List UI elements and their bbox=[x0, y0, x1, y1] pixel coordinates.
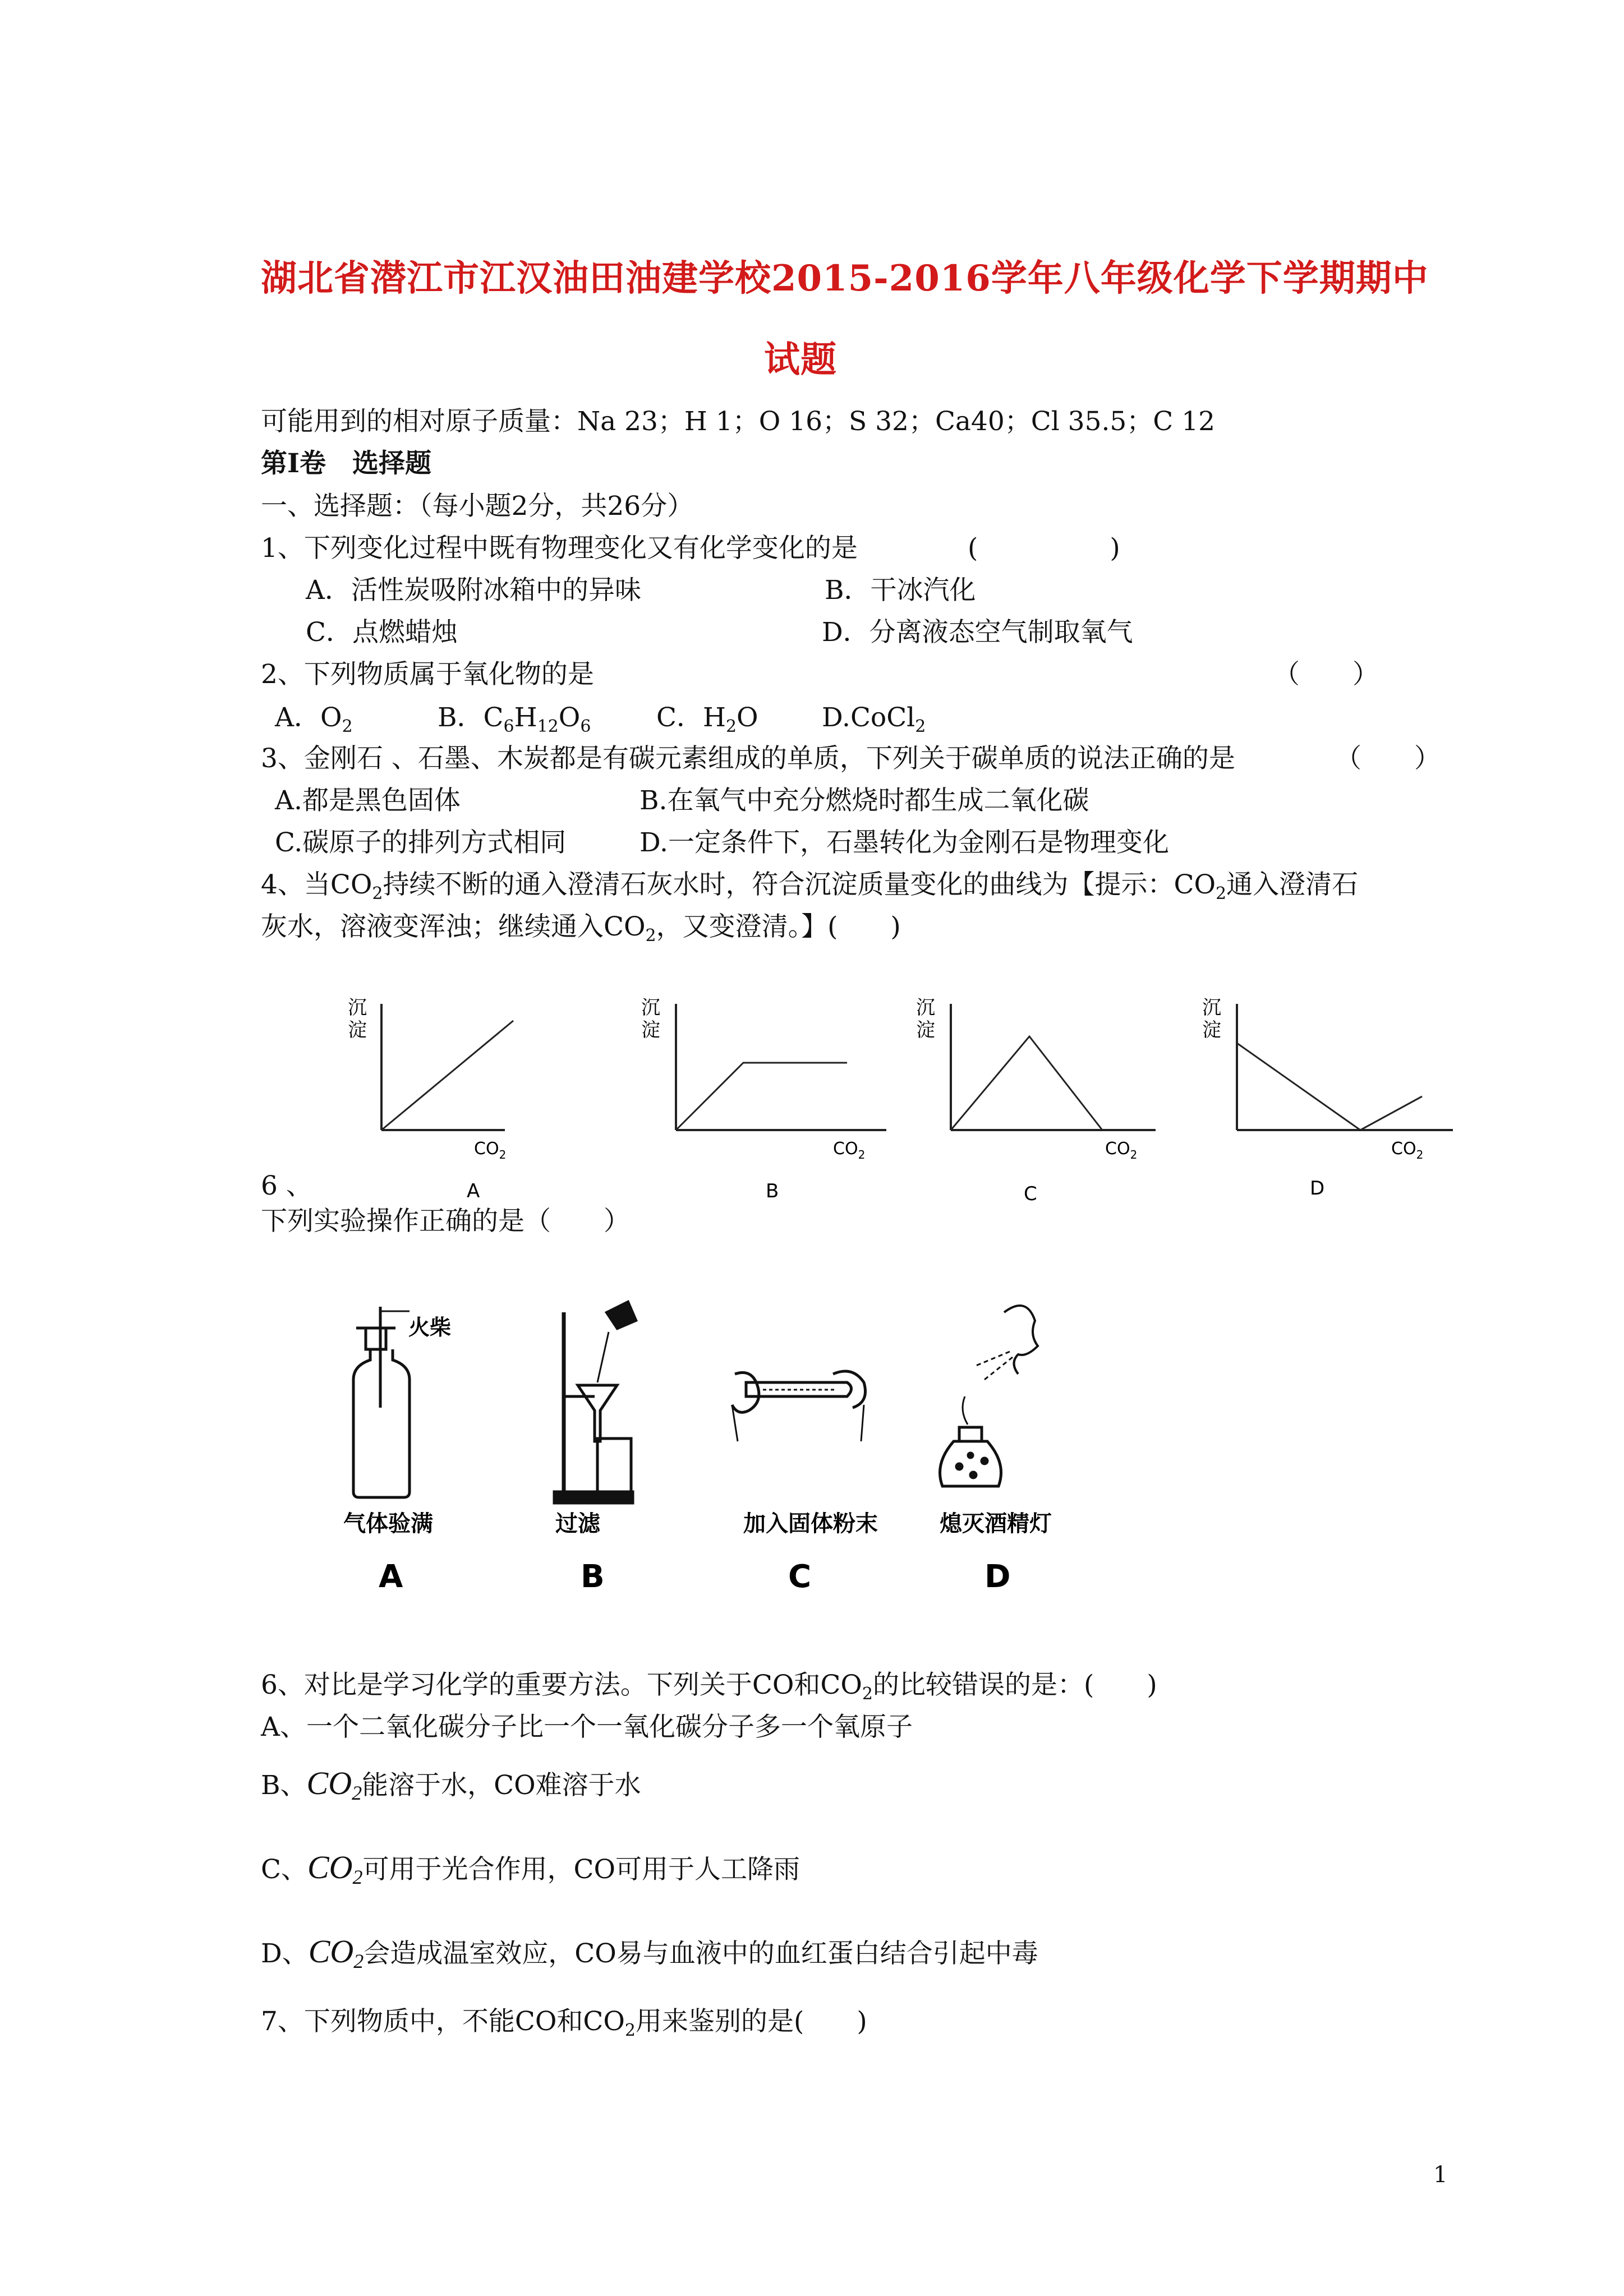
caption-b: 过滤 bbox=[555, 1511, 600, 1537]
graph-c-curve bbox=[951, 1036, 1102, 1130]
q2-option-c: C．$H_2O$ bbox=[656, 702, 758, 736]
graph-c-ylabel-2: 淀 bbox=[916, 1019, 935, 1041]
q6a-stem: 下列实验操作正确的是（ ） bbox=[261, 1206, 630, 1237]
letter-a: A bbox=[379, 1559, 403, 1595]
q3-option-a: A.都是黑色固体 bbox=[275, 785, 461, 816]
q2-stem: 2、下列物质属于氧化物的是 bbox=[261, 659, 594, 690]
q2-option-d: D.CoCl$_2$ bbox=[822, 702, 926, 736]
q3-option-c: C.碳原子的排列方式相同 bbox=[275, 827, 567, 858]
graph-a-letter: A bbox=[467, 1180, 480, 1202]
part-heading: 一、选择题：（每小题2分，共26分） bbox=[261, 491, 694, 522]
graph-c bbox=[906, 987, 1164, 1206]
caption-a: 气体验满 bbox=[343, 1511, 433, 1537]
q1-option-c: C．点燃蜡烛 bbox=[306, 617, 458, 648]
atomic-masses: 可能用到的相对原子质量：Na 23；H 1；O 16；S 32；Ca40；Cl 35.5；C 12 bbox=[261, 406, 1216, 437]
graph-c-letter: C bbox=[1024, 1183, 1037, 1205]
q6b-option-a: A、一个二氧化碳分子比一个一氧化碳分子多一个氧原子 bbox=[261, 1712, 913, 1742]
caption-d: 熄灭酒精灯 bbox=[940, 1511, 1052, 1537]
graph-d bbox=[1192, 987, 1456, 1206]
q1-option-d: D．分离液态空气制取氧气 bbox=[822, 617, 1133, 648]
letter-c: C bbox=[788, 1559, 812, 1595]
q6b-option-d: D、$CO_2$会造成温室效应，CO易与血液中的血红蛋白结合引起中毒 bbox=[261, 1933, 1038, 1972]
q2-option-b: B．$C_6H_{12}O_6$ bbox=[438, 702, 591, 736]
graph-c-xlabel: $CO_2$ bbox=[1105, 1139, 1138, 1161]
section-heading: 第Ⅰ卷 选择题 bbox=[261, 448, 431, 479]
q6a-number: 6 、 bbox=[261, 1170, 312, 1201]
q2-paren: （ ） bbox=[1273, 659, 1379, 690]
graph-b-curve bbox=[676, 1063, 847, 1130]
letter-b: B bbox=[581, 1559, 605, 1595]
graph-a-curve bbox=[381, 1021, 513, 1130]
graph-b-ylabel-1: 沉 bbox=[641, 997, 660, 1019]
graph-d-xlabel: $CO_2$ bbox=[1391, 1139, 1424, 1161]
q6b-option-b: B、$CO_2$能溶于水，CO难溶于水 bbox=[261, 1765, 641, 1804]
q3-stem: 3、金刚石 、石墨、木炭都是有碳元素组成的单质，下列关于碳单质的说法正确的是 bbox=[261, 743, 1235, 774]
graph-d-letter: D bbox=[1310, 1177, 1325, 1200]
page-title-line1: 湖北省潜江市江汉油田油建学校2015-2016学年八年级化学下学期期中 bbox=[261, 257, 1429, 299]
match-label: 火柴 bbox=[408, 1315, 452, 1340]
graph-b bbox=[631, 987, 889, 1206]
graph-a bbox=[337, 987, 505, 1206]
graph-b-letter: B bbox=[766, 1180, 779, 1202]
q6b-option-c: C、$CO_2$可用于光合作用，CO可用于人工降雨 bbox=[261, 1849, 801, 1888]
q3-paren: （ ） bbox=[1335, 743, 1441, 774]
gas-bottle-icon bbox=[353, 1307, 410, 1497]
page-title-line2: 试题 bbox=[764, 339, 837, 381]
graph-a-xlabel: $CO_2$ bbox=[474, 1139, 507, 1161]
q2-option-a: A．$O_2$ bbox=[275, 702, 353, 736]
q3-option-d: D.一定条件下，石墨转化为金刚石是物理变化 bbox=[640, 827, 1169, 858]
graph-d-ylabel-1: 沉 bbox=[1202, 997, 1221, 1019]
q3-option-b: B.在氧气中充分燃烧时都生成二氧化碳 bbox=[640, 785, 1089, 816]
graph-b-xlabel: $CO_2$ bbox=[833, 1139, 866, 1161]
graph-d-curve bbox=[1237, 1043, 1422, 1130]
q4-line2: 灰水，溶液变浑浊；继续通入$CO_2$，又变澄清。】( ) bbox=[261, 911, 901, 946]
graph-d-ylabel-2: 淀 bbox=[1202, 1019, 1221, 1041]
q7-stem: 7、下列物质中，不能CO和$CO_2$用来鉴别的是( ) bbox=[261, 2006, 867, 2040]
q1-stem: 1、下列变化过程中既有物理变化又有化学变化的是 bbox=[261, 533, 858, 564]
q4-line1: 4、当$CO_2$持续不断的通入澄清石灰水时，符合沉淀质量变化的曲线为【提示：$CO_2$通入澄清石 bbox=[261, 869, 1359, 903]
q1-option-b: B．干冰汽化 bbox=[825, 575, 976, 606]
graph-a-ylabel-2: 淀 bbox=[348, 1019, 367, 1041]
graph-c-ylabel-1: 沉 bbox=[916, 997, 935, 1019]
graph-a-ylabel-1: 沉 bbox=[348, 997, 367, 1019]
filter-stand-icon bbox=[554, 1301, 637, 1503]
q1-option-a: A．活性炭吸附冰箱中的异味 bbox=[306, 575, 641, 606]
letter-d: D bbox=[984, 1559, 1011, 1595]
q1-paren: ( ) bbox=[968, 533, 1120, 564]
apparatus-figure bbox=[314, 1290, 1099, 1604]
q6b-stem: 6、对比是学习化学的重要方法。下列关于CO和$CO_2$的比较错误的是：( ) bbox=[261, 1670, 1157, 1704]
test-tube-powder-icon bbox=[732, 1371, 866, 1441]
alcohol-lamp-icon bbox=[940, 1306, 1038, 1486]
graph-b-ylabel-2: 淀 bbox=[641, 1019, 660, 1041]
caption-c: 加入固体粉末 bbox=[743, 1511, 878, 1537]
page-number: 1 bbox=[1433, 2162, 1448, 2188]
